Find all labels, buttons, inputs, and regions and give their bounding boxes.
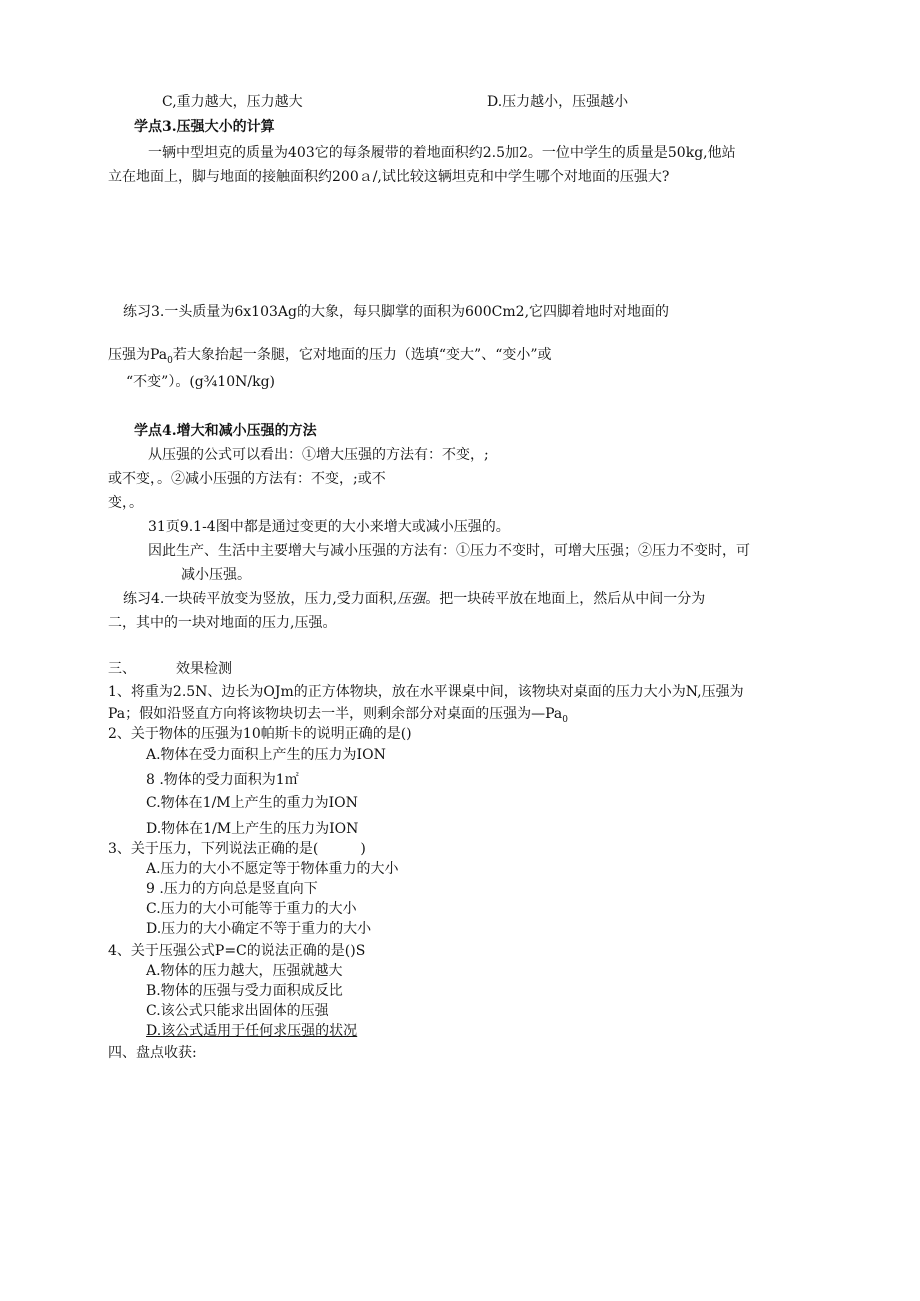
section3-heading: 学点3.压强大小的计算 [134,119,275,135]
q3-option: A.压力的大小不愿定等于物体重力的大小 [146,861,399,877]
q4-option: D.该公式适用于任何求压强的状况 [146,1023,358,1039]
q2-option: C.物体在1/M上产生的重力为ION [146,795,358,811]
q4-option: B.物体的压强与受力面积成反比 [146,983,343,999]
exercise4-line1: 练习4.一块砖平放变为竖放，压力,受力面积,压强。把一块砖平放在地面上，然后从中间一分为 [123,591,706,607]
section4-line5: 因此生产、生活中主要增大与减小压强的方法有：①压力不变时，可增大压强；②压力不变时，可 [148,543,750,559]
section4-line4: 31页9.1-4图中都是通过变更的大小来增大或减小压强的。 [148,519,510,535]
q3-option: D.压力的大小确定不等于重力的大小 [146,921,372,937]
q2-stem: 2、关于物体的压强为10帕斯卡的说明正确的是() [108,726,412,742]
q1-line1: 1、将重为2.5N、边长为OJm的正方体物块，放在水平课桌中间，该物块对桌面的压力大小为N,压强为 [108,684,744,700]
q1-line2: Pa；假如沿竖直方向将该物块切去一半，则剩余部分对桌面的压强为$—Pa_0$ [108,706,569,725]
exercise3-line3: “不变”）。(g¾10N/kg) [126,374,275,390]
section4-line3: 变，。 [108,495,143,511]
option-d: D.压力越小，压强越小 [487,94,629,110]
exercise3-line1: 练习3.一头质量为6x103Ag的大象，每只脚掌的面积为600Cm2,它四脚着地时对地面的 [123,304,670,320]
exercise4-line2: 二，其中的一块对地面的压力,压强。 [108,615,337,631]
q2-option: D.物体在1/M上产生的压力为ION [146,821,359,837]
section4-line1: 从压强的公式可以看出：①增大压强的方法有：不变，; [148,447,489,463]
q2-option: 8 .物体的受力面积为1㎡ [146,772,299,788]
option-c: C,重力越大，压力越大 [162,94,303,110]
summary-heading: 四、盘点收获: [108,1045,197,1061]
section4-line6: 减小压强。 [181,567,251,583]
q4-stem: 4、关于压强公式P=C的说法正确的是()S [108,943,366,959]
section3-para-line2: 立在地面上，脚与地面的接触面积约200ａ/,试比较这辆坦克和中学生哪个对地面的压强大? [108,169,670,185]
q4-option: C.该公式只能求出固体的压强 [146,1003,329,1019]
q3-option: C.压力的大小可能等于重力的大小 [146,901,357,917]
effect-heading: 三、 效果检测 [108,661,232,677]
q4-option: A.物体的压力越大，压强就越大 [146,963,343,979]
section4-heading: 学点4.增大和减小压强的方法 [134,423,317,439]
section3-para-line1: 一辆中型坦克的质量为403它的每条履带的着地面积约2.5加2。一位中学生的质量是50kg,他站 [148,145,736,161]
exercise3-line2: 压强为$Pa_0$若大象抬起一条腿，它对地面的压力（选填“变大”、“变小”或 [108,347,552,366]
q3-stem: 3、关于压力，下列说法正确的是( ) [108,841,366,857]
q2-option: A.物体在受力面积上产生的压力为ION [146,747,386,763]
section4-line2: 或不变，。②减小压强的方法有：不变，;或不 [108,471,386,487]
q3-option: 9 .压力的方向总是竖直向下 [146,881,318,897]
